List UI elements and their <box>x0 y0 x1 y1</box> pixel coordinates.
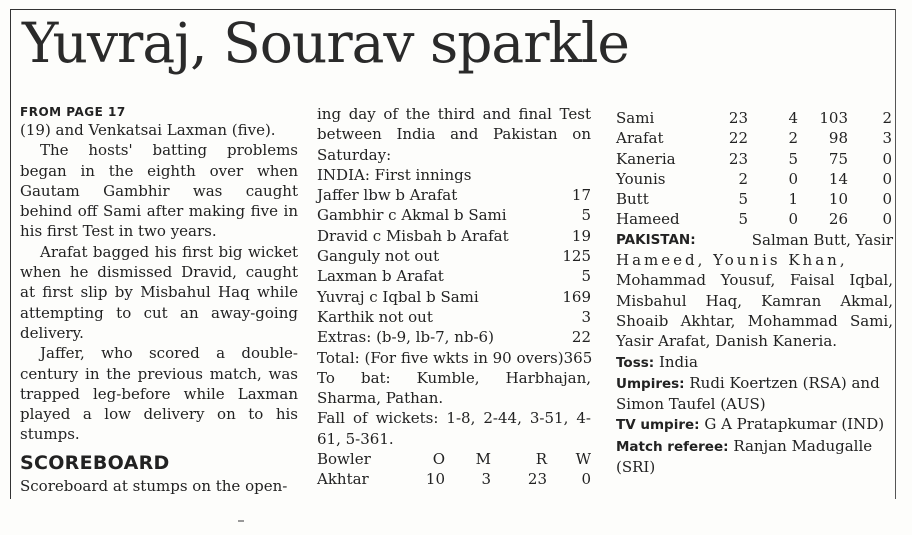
runs: 19 <box>571 226 591 245</box>
maidens: 2 <box>788 129 798 148</box>
column-3 <box>616 108 893 477</box>
runs: 169 <box>562 287 591 306</box>
bowling-row <box>616 108 893 128</box>
pakistan-line-1 <box>616 230 893 250</box>
fall-of-wickets: Fall of wickets: 1-8, 2-44, 3-51, 4-61, 5-361. <box>317 409 591 448</box>
batting-card <box>317 185 591 368</box>
batsman: Laxman b Arafat <box>317 267 444 286</box>
wickets: 3 <box>882 129 892 148</box>
maidens: 0 <box>788 169 798 188</box>
paragraph-4: Jaffer, who scored a double-century in the previous match, was trapped leg-before while Laxman played a low delivery on to his stumps. <box>20 344 298 444</box>
bowler-name: Younis <box>616 169 666 188</box>
toss-value: India <box>658 352 698 371</box>
batsman: Dravid c Misbah b Arafat <box>317 226 509 245</box>
bowling-col-overs: O <box>432 450 445 469</box>
overs: 10 <box>425 470 445 489</box>
runs-conceded: 103 <box>819 109 848 127</box>
wickets: 0 <box>882 210 892 229</box>
maidens: 1 <box>788 190 798 209</box>
total-value: 365 <box>563 348 593 367</box>
bowling-row <box>317 469 591 489</box>
bowler-name: Sami <box>616 109 655 127</box>
maidens: 5 <box>788 149 798 168</box>
tv-umpire-label: TV umpire: <box>616 417 700 434</box>
headline: Yuvraj, Sourav sparkle <box>22 11 629 75</box>
batting-row <box>317 205 591 225</box>
pakistan-players-2: Hameed, Younis Khan, <box>616 251 848 270</box>
overs: 5 <box>738 190 748 209</box>
umpires-label: Umpires: <box>616 375 685 392</box>
referee-value: Ranjan Madugalle (SRI) <box>616 436 873 477</box>
umpires-value: Rudi Koertzen (RSA) and Simon Taufel (AUS) <box>616 373 880 414</box>
runs: 5 <box>581 267 591 286</box>
column-2 <box>317 104 591 490</box>
pakistan-players-1: Salman Butt, Yasir <box>751 230 893 249</box>
bowler-name: Akhtar <box>317 470 369 489</box>
bowling-header <box>317 449 591 469</box>
extras-row <box>317 327 591 347</box>
runs: 3 <box>581 307 591 326</box>
runs-conceded: 75 <box>828 149 848 168</box>
scoreboard-intro: ing day of the third and final Test between India and Pakistan on Saturday: <box>317 105 591 164</box>
batting-row <box>317 185 591 205</box>
wickets: 0 <box>882 190 892 209</box>
runs-conceded: 98 <box>828 129 848 148</box>
overs: 23 <box>728 149 748 168</box>
maidens: 3 <box>481 470 491 489</box>
tv-umpire-value: G A Pratapkumar (IND) <box>704 415 885 434</box>
extras-label: Extras: (b-9, lb-7, nb-6) <box>317 328 494 347</box>
runs: 5 <box>581 206 591 225</box>
toss-label: Toss: <box>616 354 655 371</box>
batting-row <box>317 226 591 246</box>
bowling-col-maidens: M <box>475 450 491 469</box>
referee-label: Match referee: <box>616 438 729 455</box>
runs-conceded: 23 <box>527 470 547 489</box>
innings-title: INDIA: First innings <box>317 165 472 184</box>
bowler-name: Hameed <box>616 210 680 229</box>
left-rule <box>10 9 11 499</box>
total-label: Total: (For five wkts in 90 overs) <box>317 348 564 367</box>
overs: 22 <box>728 129 748 148</box>
extras-value: 22 <box>571 328 591 347</box>
overs: 23 <box>728 109 748 127</box>
batting-row <box>317 246 591 266</box>
paragraph-1: (19) and Venkatsai Laxman (five). <box>20 121 276 139</box>
toss-line <box>616 352 893 373</box>
right-rule <box>895 9 896 499</box>
batting-row <box>317 266 591 286</box>
referee-line <box>616 436 893 478</box>
bowling-row <box>616 209 893 229</box>
tv-umpire-line <box>616 414 893 435</box>
paragraph-2: The hosts' batting problems began in the eighth over when Gautam Gambhir was caught behind off Sami after making five in his first Test in two years. <box>20 141 298 241</box>
batsman: Yuvraj c Iqbal b Sami <box>317 287 479 306</box>
total-row <box>317 348 591 368</box>
bowling-col-wickets: W <box>575 450 591 469</box>
wickets: 0 <box>882 169 892 188</box>
paragraph-3: Arafat bagged his first big wicket when he dismissed Dravid, caught at first slip by Misbahul Haq while attempting to cut an away-going delivery. <box>20 242 298 342</box>
wickets: 0 <box>581 470 591 489</box>
wickets: 0 <box>882 149 892 168</box>
overs: 2 <box>738 169 748 188</box>
top-rule <box>10 9 896 10</box>
bowling-col-runs: R <box>535 450 547 469</box>
runs: 125 <box>562 247 591 266</box>
bowling-row <box>616 149 893 169</box>
bowler-name: Butt <box>616 190 649 209</box>
column-1 <box>20 104 298 496</box>
maidens: 0 <box>788 210 798 229</box>
bowler-name: Arafat <box>616 129 664 148</box>
batsman: Karthik not out <box>317 307 433 326</box>
scoreboard-heading: SCOREBOARD <box>20 451 170 474</box>
batsman: Gambhir c Akmal b Sami <box>317 206 507 225</box>
bowling-row <box>616 128 893 148</box>
batsman: Ganguly not out <box>317 247 440 266</box>
print-mark <box>238 520 244 522</box>
batting-row <box>317 307 591 327</box>
runs: 17 <box>571 186 591 205</box>
to-bat: To bat: Kumble, Harbhajan, Sharma, Pathan. <box>317 368 591 408</box>
pakistan-label: PAKISTAN: <box>616 231 696 248</box>
umpires-line <box>616 373 893 415</box>
batting-row <box>317 287 591 307</box>
wickets: 2 <box>882 109 892 127</box>
bowler-name: Kaneria <box>616 149 676 168</box>
batsman: Jaffer lbw b Arafat <box>317 186 458 205</box>
bowling-row <box>616 189 893 209</box>
pakistan-players-3: Mohammad Yousuf, Faisal Iqbal, Misbahul Haq, Kamran Akmal, Shoaib Akhtar, Mohammad Sami, Yasir Arafat, Danish Kaneria. <box>616 271 893 351</box>
maidens: 4 <box>788 109 798 127</box>
bowling-row <box>616 169 893 189</box>
paragraph-5: Scoreboard at stumps on the open- <box>20 476 288 495</box>
bowling-col-bowler: Bowler <box>317 450 371 469</box>
runs-conceded: 26 <box>828 210 848 229</box>
runs-conceded: 14 <box>828 169 848 188</box>
kicker: FROM PAGE 17 <box>20 105 126 119</box>
overs: 5 <box>738 210 748 229</box>
runs-conceded: 10 <box>828 190 848 209</box>
